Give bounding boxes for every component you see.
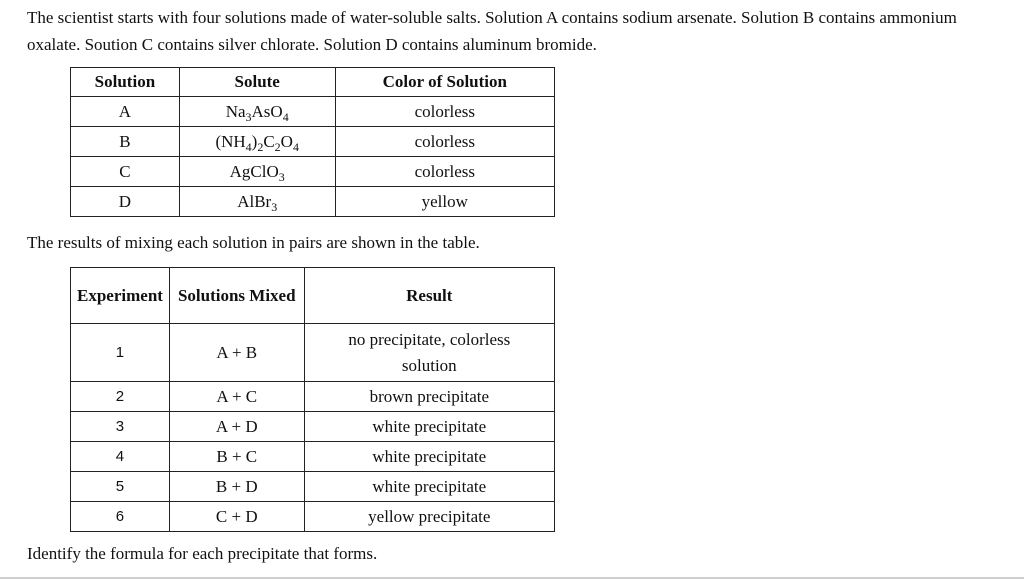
experiment-number: 2 [71, 382, 170, 412]
solution-color: colorless [335, 157, 554, 187]
solutions-mixed: B + D [169, 472, 304, 502]
experiment-number: 6 [71, 502, 170, 532]
table-header-row [71, 268, 555, 324]
question-text: Identify the formula for each precipitate that forms. [27, 544, 378, 563]
experiment-number: 5 [71, 472, 170, 502]
table-row [71, 382, 555, 412]
header-solute: Solute [179, 68, 335, 97]
experiment-result: brown precipitate [304, 382, 554, 412]
solutions-mixed: A + B [169, 324, 304, 382]
table-row [71, 472, 555, 502]
solutions-mixed: A + C [169, 382, 304, 412]
solution-color: yellow [335, 187, 554, 217]
solution-color: colorless [335, 127, 554, 157]
solution-label: A [71, 97, 180, 127]
solution-label: D [71, 187, 180, 217]
bottom-divider [0, 577, 1024, 579]
mixing-caption: The results of mixing each solution in pairs are shown in the table. [27, 233, 480, 252]
intro-paragraph: The scientist starts with four solutions made of water-soluble salts. Solution A contains sodium arsenate. Solution B contains ammonium oxalate. Soution C contains silver chlorate. Solution D contains aluminum bromide. [27, 8, 957, 54]
solutions-table [70, 67, 555, 217]
header-solutions-mixed: Solutions Mixed [169, 268, 304, 324]
experiment-number: 3 [71, 412, 170, 442]
experiments-table [70, 267, 555, 532]
solute-formula: AgClO$_3$ [179, 157, 335, 187]
experiment-result: white precipitate [304, 472, 554, 502]
table-row [71, 127, 555, 157]
solute-formula: AlBr$_3$ [179, 187, 335, 217]
table-row [71, 502, 555, 532]
solutions-mixed: C + D [169, 502, 304, 532]
solution-label: C [71, 157, 180, 187]
solution-label: B [71, 127, 180, 157]
experiment-result: no precipitate, colorless solution [304, 324, 554, 382]
header-solution: Solution [71, 68, 180, 97]
experiment-result: white precipitate [304, 412, 554, 442]
table-row [71, 324, 555, 382]
solute-formula: $Na_3AsO_4$ [179, 97, 335, 127]
table-row [71, 412, 555, 442]
table-header-row [71, 68, 555, 97]
solution-color: colorless [335, 97, 554, 127]
table-row [71, 187, 555, 217]
table-row [71, 97, 555, 127]
experiment-number: 4 [71, 442, 170, 472]
header-color: Color of Solution [335, 68, 554, 97]
experiment-result: yellow precipitate [304, 502, 554, 532]
table-row [71, 442, 555, 472]
header-result: Result [304, 268, 554, 324]
solutions-mixed: B + C [169, 442, 304, 472]
experiment-number: 1 [71, 324, 170, 382]
solutions-mixed: A + D [169, 412, 304, 442]
header-experiment: Experiment [71, 268, 170, 324]
experiment-result: white precipitate [304, 442, 554, 472]
solute-formula: $(NH_4)_2C_2O_4$ [179, 127, 335, 157]
table-row [71, 157, 555, 187]
